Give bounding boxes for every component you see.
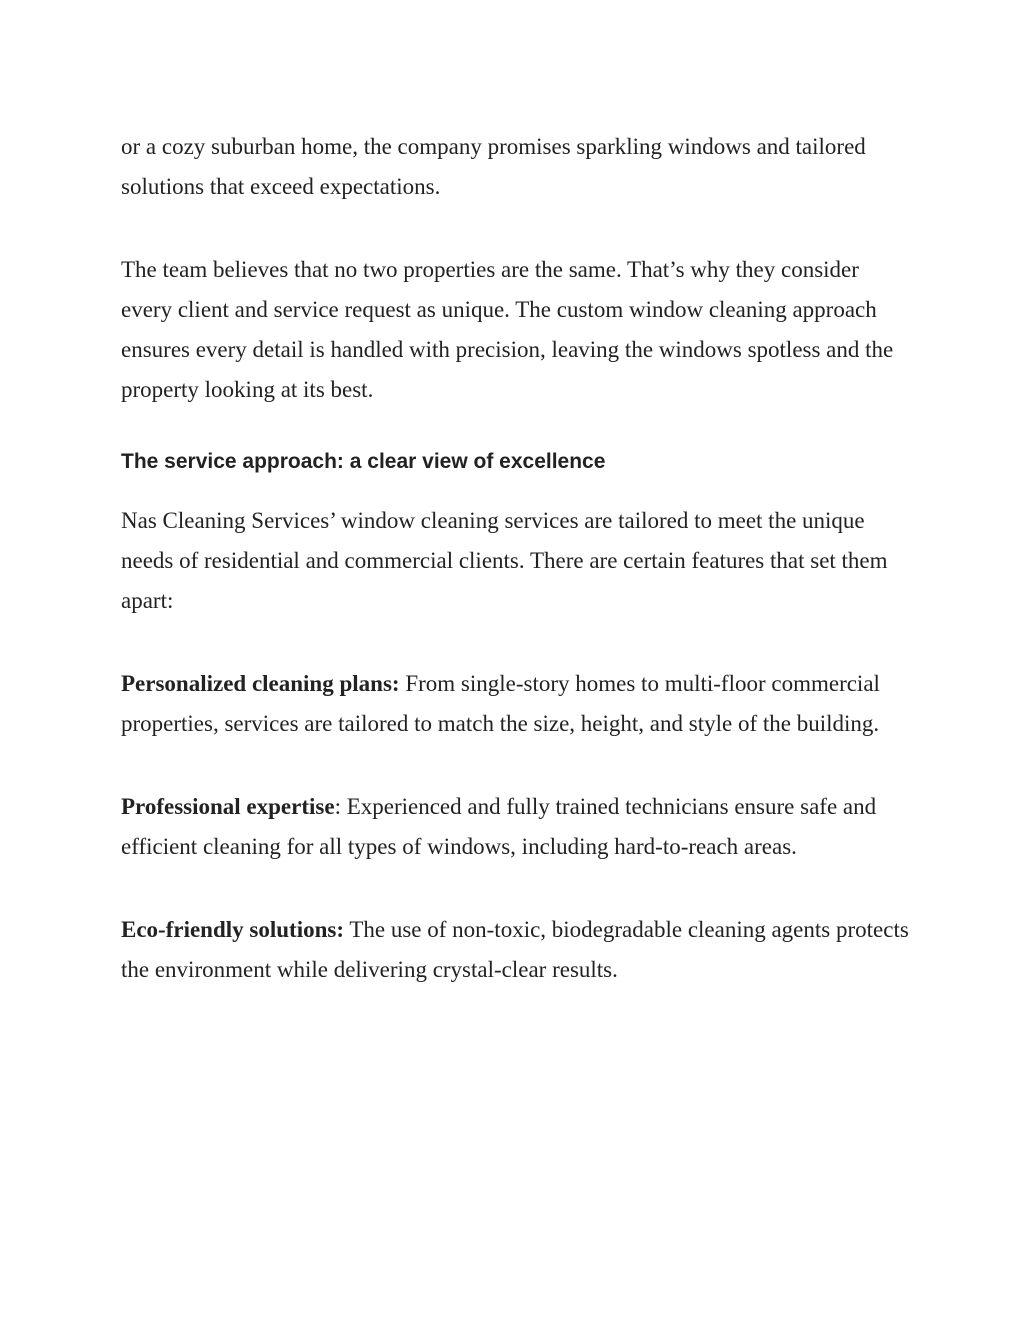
paragraph-spacer [121,744,911,787]
section-heading-service-approach: The service approach: a clear view of excellence [121,450,606,473]
document-page [121,127,911,990]
paragraph-services: Nas Cleaning Services’ window cleaning services are tailored to meet the unique needs of residential and commercial clients. There are certain features that set them apart: [121,508,888,613]
paragraph-spacer [121,867,911,910]
paragraph-spacer [121,621,911,664]
paragraph-team: The team believes that no two properties are the same. That’s why they consider every client and service request as unique. The custom window cleaning approach ensures every detail is handled with precision, leaving the windows spotless and the property looking at its best. [121,257,894,402]
feature-professional-expertise [121,787,911,867]
feature-eco-friendly-solutions [121,910,911,990]
feature-title: Personalized cleaning plans: [121,671,400,696]
feature-text: From single-story homes to multi-floor commercial properties, services are tailored to match the size, height, and style of the building. [121,671,880,736]
feature-personalized-cleaning-plans [121,664,911,744]
feature-title: Eco-friendly solutions: [121,917,344,942]
heading-spacer [121,477,911,501]
feature-title: Professional expertise [121,794,335,819]
paragraph-intro: or a cozy suburban home, the company promises sparkling windows and tailored solutions that exceed expectations. [121,134,866,199]
feature-text: : Experienced and fully trained technicians ensure safe and efficient cleaning for all types of windows, including hard-to-reach areas. [121,794,877,859]
heading-spacer [121,410,911,447]
paragraph-spacer [121,207,911,250]
feature-text: The use of non-toxic, biodegradable cleaning agents protects the environment while delivering crystal-clear results. [121,917,909,982]
